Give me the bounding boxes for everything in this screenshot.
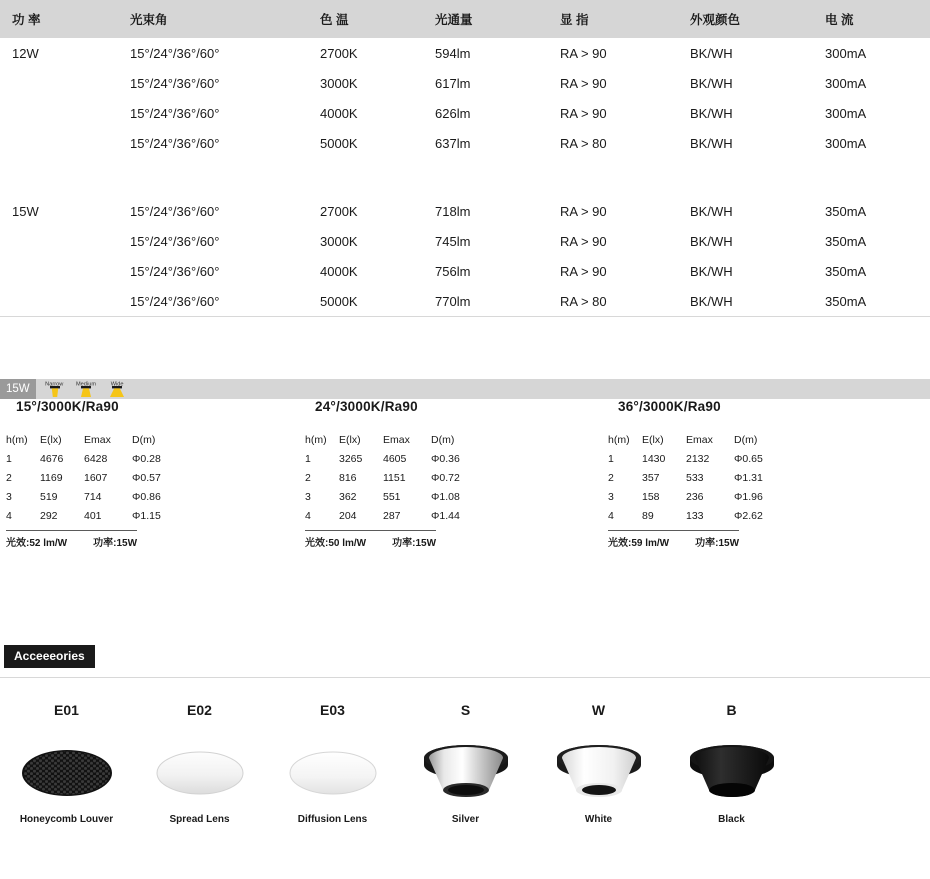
narrow-beam-glyph (47, 386, 63, 397)
cell-cri: RA > 90 (560, 196, 690, 226)
ph-cell-elux: 1169 (40, 472, 63, 484)
ph-cell-height: 2 (6, 472, 12, 484)
accessory-code: E01 (54, 702, 79, 718)
ph-cell-elux: 89 (642, 510, 654, 522)
efficacy-value: 光效:59 lm/W (608, 538, 670, 549)
accessory-item-e02[interactable] (133, 702, 266, 825)
ph-header-height: h(m) (6, 434, 28, 446)
accessory-name: Spread Lens (169, 814, 230, 825)
photometric-footer (305, 530, 436, 549)
ph-cell-height: 4 (608, 510, 614, 522)
narrow-beam-label: Narrow (45, 380, 64, 387)
cell-color: BK/WH (690, 226, 825, 256)
table-row (0, 196, 930, 226)
cell-beam-angle: 15°/24°/36°/60° (122, 68, 320, 98)
ph-cell-diameter: Φ1.08 (431, 491, 460, 503)
wattage-badge: 15W (0, 379, 36, 399)
cell-cct: 4000K (320, 256, 435, 286)
ph-header-diameter: D(m) (431, 434, 455, 446)
cell-cri: RA > 80 (560, 128, 690, 158)
ph-cell-height: 1 (6, 453, 12, 465)
cell-cct: 5000K (320, 286, 435, 317)
medium-beam-glyph (78, 386, 94, 397)
cell-power (0, 286, 122, 317)
spec-header-beam-angle: 光束角 (122, 0, 320, 38)
ph-cell-elux: 292 (40, 510, 58, 522)
photometrics-section (0, 379, 930, 589)
efficacy-value: 光效:50 lm/W (305, 538, 367, 549)
accessories-section (0, 645, 930, 825)
white-reflector-image (532, 744, 665, 802)
cell-cri: RA > 90 (560, 256, 690, 286)
ph-header-elux: E(lx) (642, 434, 664, 446)
accessory-code: W (591, 702, 606, 718)
cell-cri: RA > 90 (560, 68, 690, 98)
ph-cell-elux: 158 (642, 491, 660, 503)
ph-cell-diameter: Φ1.15 (132, 510, 161, 522)
ph-cell-elux: 816 (339, 472, 357, 484)
cell-beam-angle: 15°/24°/36°/60° (122, 38, 320, 68)
table-row (6, 510, 182, 529)
table-row (0, 68, 930, 98)
accessory-name: Silver (451, 814, 480, 825)
accessory-item-e01[interactable] (0, 702, 133, 825)
honeycomb-louver-image (0, 744, 133, 802)
cell-beam-angle: 15°/24°/36°/60° (122, 226, 320, 256)
ph-cell-emax: 2132 (686, 453, 710, 465)
cell-current: 350mA (825, 256, 930, 286)
power-value: 功率:15W (93, 538, 138, 549)
table-row (608, 491, 784, 510)
photometric-table (608, 434, 784, 529)
ph-header-height: h(m) (305, 434, 327, 446)
cell-lumen: 626lm (435, 98, 560, 128)
accessories-tag-row (0, 645, 930, 668)
ph-cell-emax: 4605 (383, 453, 407, 465)
table-row (608, 510, 784, 529)
accessory-name: Black (718, 814, 745, 825)
cell-lumen: 637lm (435, 128, 560, 158)
cell-color: BK/WH (690, 196, 825, 226)
ph-cell-height: 1 (305, 453, 311, 465)
efficacy-value: 光效:52 lm/W (6, 538, 68, 549)
ph-cell-emax: 533 (686, 472, 704, 484)
ph-cell-elux: 1430 (642, 453, 666, 465)
table-row (0, 256, 930, 286)
ph-cell-elux: 362 (339, 491, 357, 503)
cell-lumen: 718lm (435, 196, 560, 226)
accessories-divider (0, 677, 930, 678)
ph-cell-height: 2 (608, 472, 614, 484)
spec-header-cri: 显 指 (560, 0, 690, 38)
cell-current: 300mA (825, 38, 930, 68)
ph-cell-emax: 1151 (383, 472, 406, 484)
table-row (0, 38, 930, 68)
accessories-grid (0, 702, 930, 825)
ph-cell-emax: 714 (84, 491, 102, 503)
cell-color: BK/WH (690, 128, 825, 158)
table-row (0, 286, 930, 317)
ph-cell-emax: 6428 (84, 453, 108, 465)
accessories-tag: Acceeeories (4, 645, 95, 668)
ph-cell-emax: 287 (383, 510, 401, 522)
wide-beam-glyph (109, 386, 125, 397)
narrow-beam-icon (44, 381, 66, 397)
spec-header-color: 外观颜色 (690, 0, 825, 38)
cell-lumen: 756lm (435, 256, 560, 286)
cell-beam-angle: 15°/24°/36°/60° (122, 98, 320, 128)
power-value: 功率:15W (695, 538, 740, 549)
cell-cri: RA > 90 (560, 38, 690, 68)
ph-cell-height: 3 (608, 491, 614, 503)
ph-cell-diameter: Φ0.86 (132, 491, 161, 503)
ph-header-diameter: D(m) (132, 434, 156, 446)
table-row (6, 453, 182, 472)
spread-lens-image (133, 744, 266, 802)
accessory-code: E02 (187, 702, 212, 718)
photometric-footer (608, 530, 739, 549)
cell-cct: 5000K (320, 128, 435, 158)
black-reflector-image (665, 744, 798, 802)
accessory-code: S (460, 702, 471, 718)
ph-cell-diameter: Φ1.96 (734, 491, 763, 503)
ph-cell-height: 2 (305, 472, 311, 484)
table-row (0, 128, 930, 158)
ph-cell-emax: 1607 (84, 472, 108, 484)
cell-cct: 3000K (320, 226, 435, 256)
cell-cct: 4000K (320, 98, 435, 128)
photometric-header-row (305, 434, 481, 453)
ph-header-height: h(m) (608, 434, 630, 446)
photometric-title: 36°/3000K/Ra90 (618, 399, 721, 414)
ph-cell-elux: 204 (339, 510, 357, 522)
table-row-spacer (0, 158, 930, 196)
ph-cell-diameter: Φ0.57 (132, 472, 161, 484)
cell-cri: RA > 80 (560, 286, 690, 317)
ph-cell-diameter: Φ2.62 (734, 510, 763, 522)
cell-lumen: 594lm (435, 38, 560, 68)
ph-cell-elux: 357 (642, 472, 660, 484)
table-row (305, 472, 481, 491)
cell-current: 300mA (825, 98, 930, 128)
ph-cell-elux: 3265 (339, 453, 363, 465)
ph-cell-height: 3 (6, 491, 12, 503)
ph-header-emax: Emax (686, 434, 713, 446)
table-row (305, 491, 481, 510)
cell-cct: 3000K (320, 68, 435, 98)
ph-header-diameter: D(m) (734, 434, 758, 446)
accessory-item-e03[interactable] (266, 702, 399, 825)
accessory-name: White (584, 814, 613, 825)
photometric-header-row (6, 434, 182, 453)
cell-power: 15W (0, 196, 122, 226)
ph-cell-height: 4 (305, 510, 311, 522)
ph-cell-emax: 236 (686, 491, 704, 503)
cell-power (0, 98, 122, 128)
photometric-header-row (608, 434, 784, 453)
cell-beam-angle: 15°/24°/36°/60° (122, 128, 320, 158)
accessory-code: B (726, 702, 737, 718)
ph-header-emax: Emax (383, 434, 410, 446)
specification-table (0, 0, 930, 317)
cell-cri: RA > 90 (560, 226, 690, 256)
spec-table-header-row (0, 0, 930, 38)
ph-cell-diameter: Φ0.72 (431, 472, 460, 484)
photometric-title: 15°/3000K/Ra90 (16, 399, 119, 414)
accessory-code: E03 (320, 702, 345, 718)
cell-power (0, 226, 122, 256)
ph-cell-emax: 551 (383, 491, 401, 503)
ph-cell-height: 4 (6, 510, 12, 522)
accessory-name: Honeycomb Louver (19, 814, 114, 825)
ph-cell-emax: 401 (84, 510, 102, 522)
cell-color: BK/WH (690, 256, 825, 286)
photometric-column-24deg (305, 399, 481, 551)
cell-current: 350mA (825, 226, 930, 256)
table-row (6, 491, 182, 510)
cell-cct: 2700K (320, 38, 435, 68)
ph-cell-elux: 4676 (40, 453, 64, 465)
ph-cell-diameter: Φ0.28 (132, 453, 161, 465)
cell-power (0, 68, 122, 98)
cell-lumen: 745lm (435, 226, 560, 256)
cell-power (0, 128, 122, 158)
cell-color: BK/WH (690, 68, 825, 98)
photometric-title: 24°/3000K/Ra90 (315, 399, 418, 414)
photometric-table (6, 434, 182, 529)
accessory-item-white[interactable] (532, 702, 665, 825)
cell-current: 300mA (825, 68, 930, 98)
cell-beam-angle: 15°/24°/36°/60° (122, 256, 320, 286)
cell-lumen: 770lm (435, 286, 560, 317)
photometric-footer (6, 530, 137, 549)
table-row (0, 226, 930, 256)
ph-cell-height: 1 (608, 453, 614, 465)
beam-icon-group (44, 381, 128, 397)
spec-header-cct: 色 温 (320, 0, 435, 38)
spec-header-current: 电 流 (825, 0, 930, 38)
ph-cell-height: 3 (305, 491, 311, 503)
accessory-item-black[interactable] (665, 702, 798, 825)
accessory-name: Diffusion Lens (297, 814, 368, 825)
wide-beam-label: Wide (110, 380, 124, 387)
photometric-column-36deg (608, 399, 784, 551)
cell-color: BK/WH (690, 38, 825, 68)
spec-header-lumen: 光通量 (435, 0, 560, 38)
table-row (0, 98, 930, 128)
ph-header-elux: E(lx) (40, 434, 62, 446)
table-row (305, 510, 481, 529)
photometrics-header-bar (0, 379, 930, 399)
ph-cell-diameter: Φ1.31 (734, 472, 763, 484)
cell-current: 350mA (825, 196, 930, 226)
table-row (6, 472, 182, 491)
ph-cell-emax: 133 (686, 510, 704, 522)
cell-color: BK/WH (690, 98, 825, 128)
cell-beam-angle: 15°/24°/36°/60° (122, 286, 320, 317)
silver-reflector-image (399, 744, 532, 802)
cell-beam-angle: 15°/24°/36°/60° (122, 196, 320, 226)
cell-cct: 2700K (320, 196, 435, 226)
cell-color: BK/WH (690, 286, 825, 317)
cell-lumen: 617lm (435, 68, 560, 98)
spec-header-power: 功 率 (0, 0, 122, 38)
ph-cell-diameter: Φ1.44 (431, 510, 460, 522)
cell-current: 350mA (825, 286, 930, 317)
cell-power (0, 256, 122, 286)
wide-beam-icon (106, 381, 128, 397)
table-row (305, 453, 481, 472)
ph-header-emax: Emax (84, 434, 111, 446)
ph-cell-diameter: Φ0.36 (431, 453, 460, 465)
table-row (608, 472, 784, 491)
accessory-item-silver[interactable] (399, 702, 532, 825)
cell-cri: RA > 90 (560, 98, 690, 128)
photometric-table (305, 434, 481, 529)
cell-current: 300mA (825, 128, 930, 158)
table-row (608, 453, 784, 472)
medium-beam-label: Medium (75, 380, 96, 387)
cell-power: 12W (0, 38, 122, 68)
ph-header-elux: E(lx) (339, 434, 361, 446)
medium-beam-icon (75, 381, 97, 397)
ph-cell-elux: 519 (40, 491, 58, 503)
ph-cell-diameter: Φ0.65 (734, 453, 763, 465)
photometric-column-15deg (6, 399, 182, 551)
diffusion-lens-image (266, 744, 399, 802)
power-value: 功率:15W (392, 538, 437, 549)
